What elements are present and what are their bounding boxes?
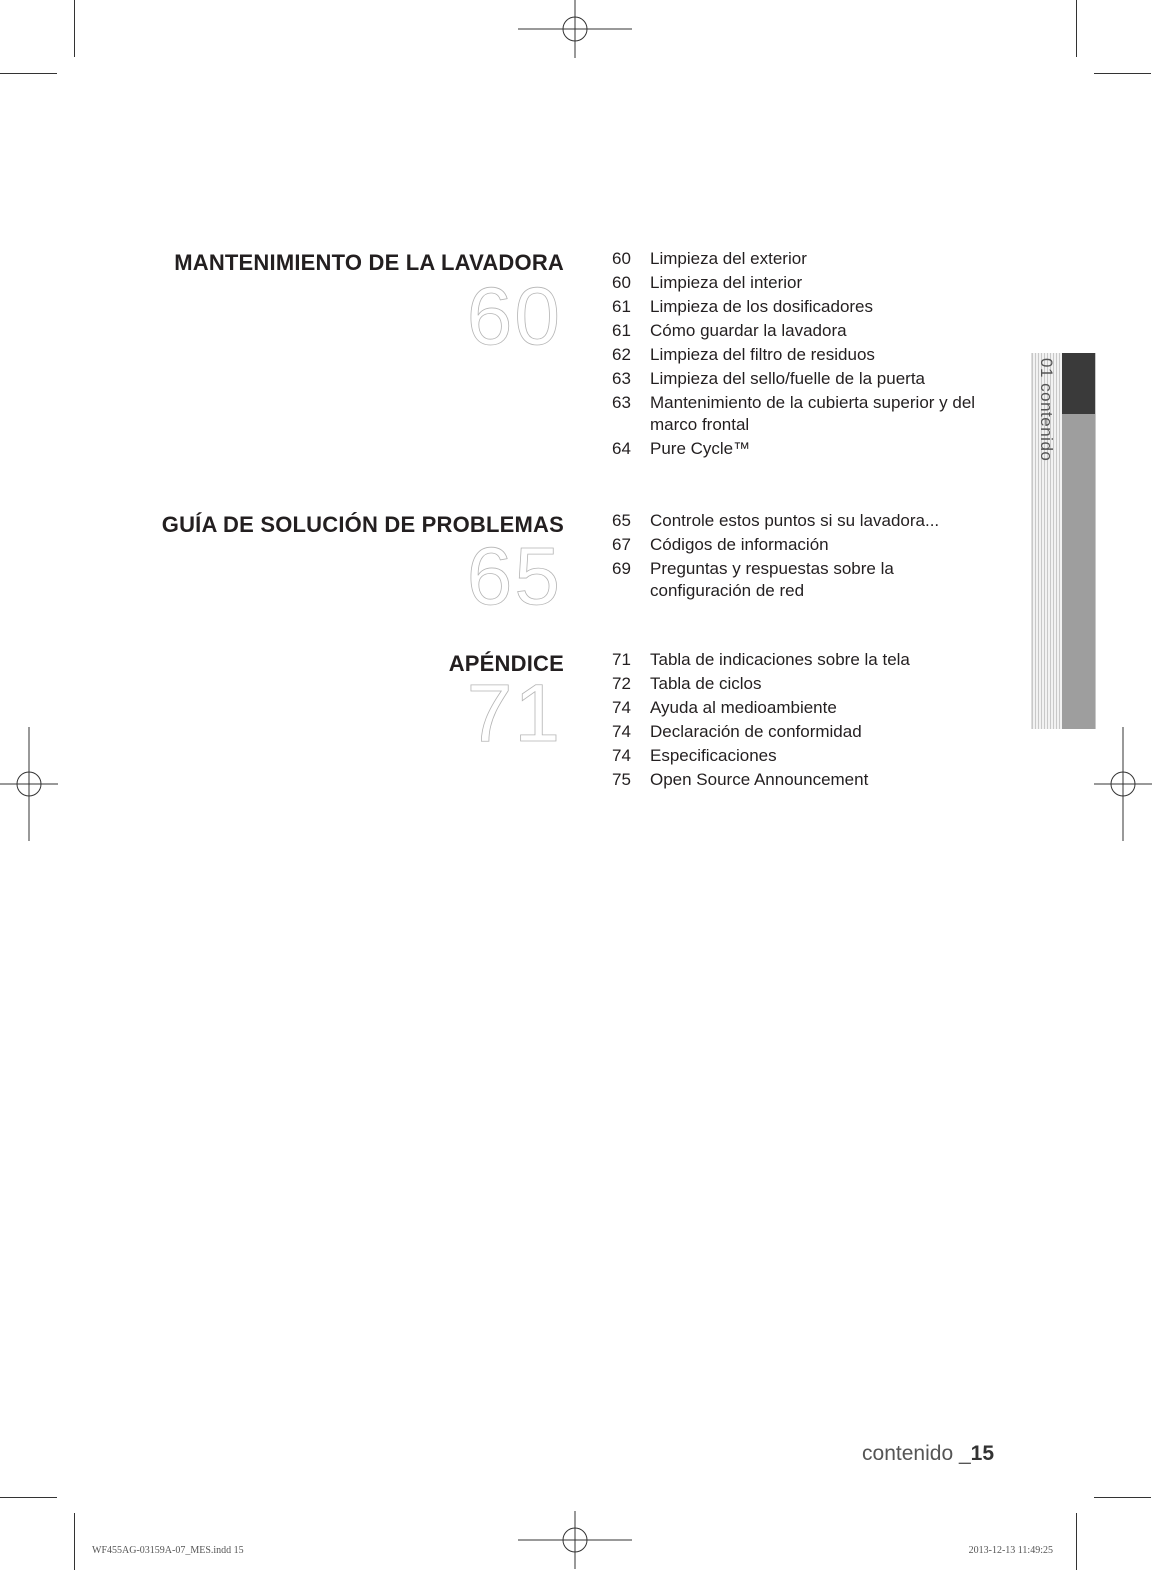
toc-entry[interactable]: 75 Open Source Announcement	[612, 770, 869, 789]
section-number: 71	[466, 668, 562, 759]
section-title: APÉNDICE	[448, 651, 564, 676]
registration-mark-icon	[518, 0, 632, 58]
registration-mark-icon	[518, 1511, 632, 1569]
crop-mark	[0, 73, 57, 74]
toc-entry[interactable]: 69 Preguntas y respuestas sobre la configuración de red	[612, 559, 894, 600]
chapter-tab-marker	[1062, 353, 1095, 414]
footer-label: contenido _	[862, 1442, 971, 1465]
crop-mark	[1076, 0, 1077, 57]
toc-entry[interactable]: 64 Pure Cycle™	[612, 439, 751, 458]
page-number: 15	[970, 1442, 994, 1465]
registration-mark-icon	[1094, 727, 1152, 841]
registration-mark-icon	[0, 727, 58, 841]
toc-entry[interactable]: 67 Códigos de información	[612, 535, 829, 554]
crop-mark	[1094, 1497, 1151, 1498]
crop-mark	[1076, 1513, 1077, 1570]
toc-entry[interactable]: 74 Especificaciones	[612, 746, 777, 765]
page-footer	[862, 1442, 994, 1466]
toc-entries	[612, 510, 1012, 604]
print-slug-timestamp: 2013-12-13 11:49:25	[968, 1545, 1053, 1556]
crop-mark	[74, 1513, 75, 1570]
section-title: GUÍA DE SOLUCIÓN DE PROBLEMAS	[161, 512, 564, 537]
print-slug-file: WF455AG-03159A-07_MES.indd 15	[92, 1545, 244, 1556]
toc-entry[interactable]: 62 Limpieza del filtro de residuos	[612, 345, 875, 364]
toc-entry[interactable]: 60 Limpieza del interior	[612, 273, 803, 292]
toc-entry[interactable]: 74 Ayuda al medioambiente	[612, 698, 837, 717]
side-tab-label: 01 contenido	[1037, 358, 1056, 462]
toc-entry[interactable]: 74 Declaración de conformidad	[612, 722, 862, 741]
section-number: 65	[466, 531, 562, 622]
crop-mark	[74, 0, 75, 57]
toc-entry[interactable]: 61 Limpieza de los dosificadores	[612, 297, 874, 316]
toc-entries	[612, 248, 1012, 462]
crop-mark	[1094, 73, 1151, 74]
section-title: MANTENIMIENTO DE LA LAVADORA	[174, 250, 564, 275]
toc-entry[interactable]: 65 Controle estos puntos si su lavadora...	[612, 511, 940, 530]
crop-mark	[0, 1497, 57, 1498]
toc-entry[interactable]: 63 Mantenimiento de la cubierta superior y del marco frontal	[612, 393, 976, 434]
toc-entry[interactable]: 63 Limpieza del sello/fuelle de la puerta	[612, 369, 926, 388]
toc-entries	[612, 649, 1012, 793]
toc-entry[interactable]: 60 Limpieza del exterior	[612, 249, 807, 268]
toc-entry[interactable]: 71 Tabla de indicaciones sobre la tela	[612, 650, 910, 669]
chapter-tab-strip	[1062, 414, 1095, 729]
toc-entry[interactable]: 72 Tabla de ciclos	[612, 674, 762, 693]
section-number: 60	[466, 271, 562, 362]
toc-entry[interactable]: 61 Cómo guardar la lavadora	[612, 321, 847, 340]
